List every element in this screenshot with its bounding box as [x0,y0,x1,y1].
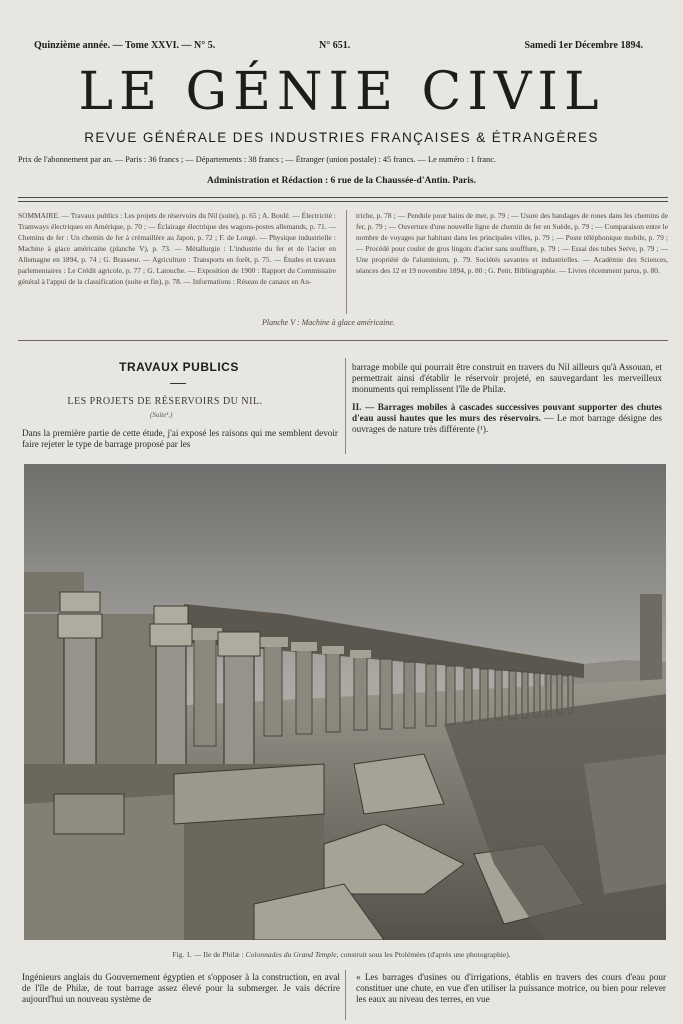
article-suite: (Suite¹.) [150,411,173,419]
figure-caption [0,950,683,959]
sommaire-divider [18,340,668,341]
issue-date: Samedi 1er Décembre 1894. [524,40,643,51]
sommaire-left: SOMMAIRE. — Travaux publics : Les projets de réservoirs du Nil (suite), p. 65 ; A. Boulé. — Électricité : Tramways électriques en Amérique, p. 70 ; — Éclairage électrique des wagons-postes allemands, p. 71. — Chemins de fer : Un chemin de fer à crémaillère au Japon, p. 72 ; F. de Longé. — Physique industrielle : Machine à glace américaine (planche V), p. 73. — Métallurgie : L'industrie du fer et de l'acier en Allemagne en 1894, p. 74 ; G. Brasseur. — Agriculture : Transports en forêt, p. 75. — Études et travaux parlementaires : Le Crédit agricole, p. 77 ; G. Latouche. — Exposition de 1900 : Rapport du Commissaire général à l'appui de la classification (suite et fin), p. 78. — Informations : Réseau de canaux en Au- [18,211,336,286]
column-2-paragraph-1: barrage mobile qui pourrait être construit en travers du Nil ailleurs qu'à Assouan, et permettrait ainsi d'établir le réservoir projeté, en sauvegardant les merveilleux monuments qui remplissent l'île de Philæ. [352,362,662,395]
caption-italic: Colonnades du Grand Temple, [245,950,339,959]
subscription-prices: Prix de l'abonnement par an. — Paris : 36 francs ; — Départements : 38 francs ; — Étranger (union postale) : 45 francs. — Le numéro : 1 franc. [18,155,496,164]
masthead-subtitle: REVUE GÉNÉRALE DES INDUSTRIES FRANÇAISES & ÉTRANGÈRES [84,130,599,145]
caption-prefix: Fig. 1. — Ile de Philæ : [172,950,244,959]
bottom-column-rule [345,970,346,1020]
column-2-top-text [352,362,662,435]
column-2-paragraph-2: — Le mot barrage désigne des ouvrages de nature très différente (¹). [352,412,662,435]
column-2-subheading: II. — Barrages mobiles à cascades successives pouvant supporter des chutes d'eau aussi hautes que les murs des réservoirs. [352,401,662,423]
masthead-title: LE GÉNIE CIVIL [78,62,605,122]
column-1-bottom-text: Ingénieurs anglais du Gouvernement égyptien et s'opposer à la construction, en aval de l'île de Philæ, de tout barrage assez élevé pour la submerger. Je vais décrire aujourd'hui un nouveau système de [22,972,340,1005]
philae-colonnade-photograph [24,464,666,940]
column-2-bottom-text: « Les barrages d'usines ou d'irrigations, établis en travers des cours d'eau pour constituer une chute, en vue d'en utiliser la puissance motrice, ou bien pour relever les eaux au niveau des terres, en vue [356,972,666,1005]
administration-address: Administration et Rédaction : 6 rue de la Chaussée-d'Antin. Paris. [207,176,476,186]
article-title: LES PROJETS DE RÉSERVOIRS DU NIL. [67,396,263,407]
planche-note: Planche V : Machine à glace américaine. [262,318,395,327]
column-1-top-text: Dans la première partie de cette étude, j'ai exposé les raisons qui me semblent devoir faire rejeter le type de barrage proposé par les [22,428,338,450]
sommaire-column-rule [346,210,347,314]
article-column-rule [345,358,346,454]
section-dash [170,383,186,384]
header-divider [18,197,668,202]
sommaire-right: triche, p. 78 ; — Pendule pour bains de mer, p. 79 ; — Usure des bandages de roues dans les chemins de fer, p. 79 ; — Ouverture d'une nouvelle ligne de chemin de fer en Suède, p. 79 ; — Comparaison entre le nombre de voyages par habitant dans les principales villes, p. 79 ; — Poste téléphonique mobile, p. 79 ; — Procédé pour couler de gros lingots d'acier sans soufflure, p. 79 ; — Essai des tubes Serve, p. 79 ; — Une propriété de l'aluminium, p. 79. Sociétés savantes et industrielles. — Académie des Sciences, séances des 12 et 19 novembre 1894, p. 80 ; G. Petit. Bibliographie. — Livres récemment parus, p. 80. [356,211,668,275]
section-title: TRAVAUX PUBLICS [119,360,239,374]
issue-line [34,40,643,54]
caption-suffix: construit sous les Ptolémées (d'après une photographie). [340,950,511,959]
issue-volume: Quinzième année. — Tome XXVI. — N° 5. [34,40,216,51]
issue-number: N° 651. [319,40,351,51]
